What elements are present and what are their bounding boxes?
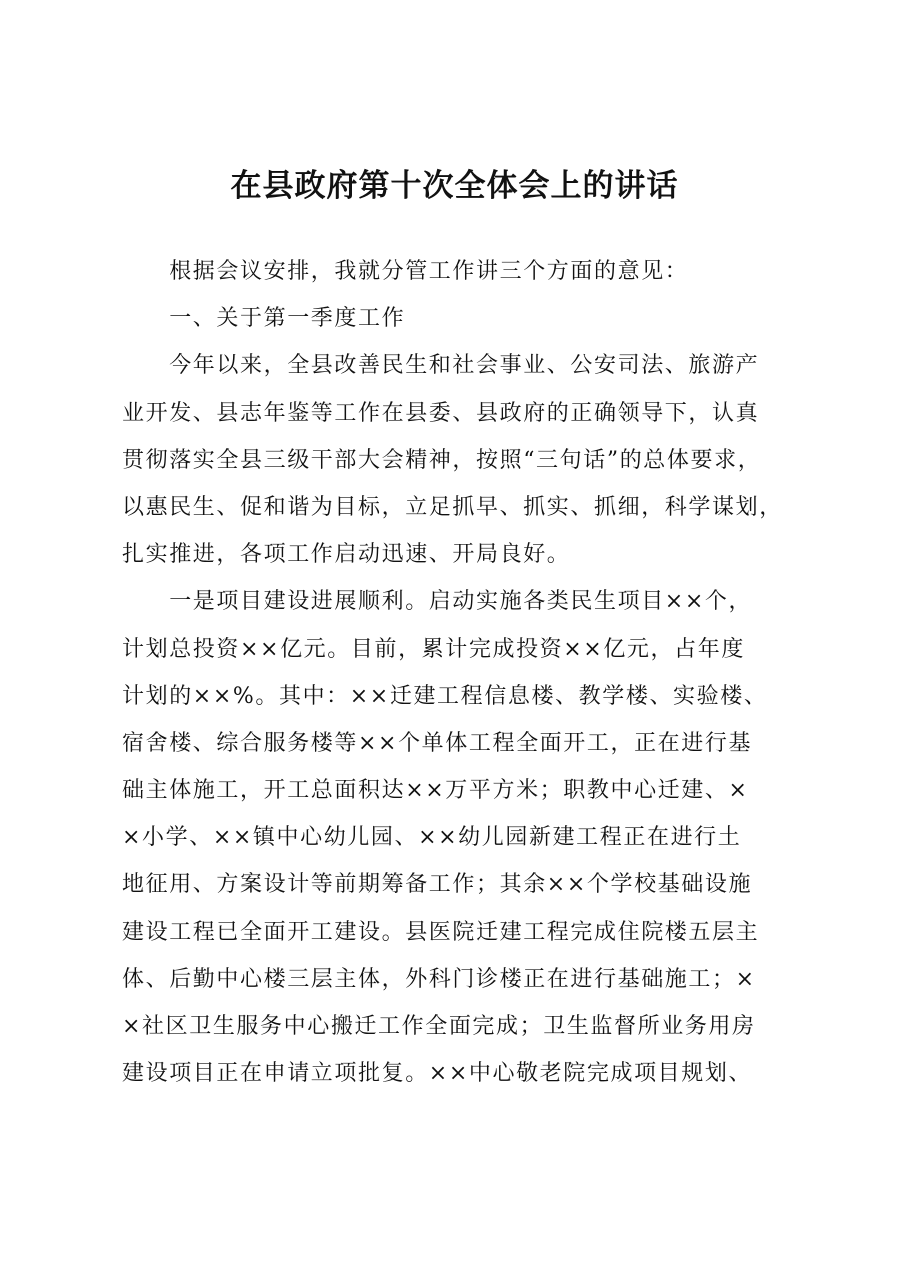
body-line: 建设项目正在申请立项批复。××中心敬老院完成项目规划、 bbox=[122, 1061, 753, 1087]
body-line: 以惠民生、促和谐为目标，立足抓早、抓实、抓细，科学谋划， bbox=[122, 494, 783, 520]
body-line: 根据会议安排，我就分管工作讲三个方面的意见： bbox=[122, 259, 689, 284]
document-body bbox=[122, 248, 812, 1097]
body-line: 一是项目建设进展顺利。启动实施各类民生项目××个， bbox=[122, 589, 753, 615]
body-line: 业开发、县志年鉴等工作在县委、县政府的正确领导下，认真 bbox=[122, 400, 760, 426]
document-title: 在县政府第十次全体会上的讲话 bbox=[230, 168, 679, 204]
body-line: 地征用、方案设计等前期筹备工作；其余××个学校基础设施 bbox=[122, 872, 753, 898]
body-line: 计划的××%。其中：××迁建工程信息楼、教学楼、实验楼、 bbox=[122, 683, 768, 709]
body-line: 今年以来，全县改善民生和社会事业、公安司法、旅游产 bbox=[122, 353, 760, 379]
body-line: ×小学、××镇中心幼儿园、××幼儿园新建工程正在进行土 bbox=[122, 825, 742, 851]
body-line: 体、后勤中心楼三层主体，外科门诊楼正在进行基础施工；× bbox=[122, 966, 756, 992]
section-heading: 一、关于第一季度工作 bbox=[122, 306, 406, 332]
body-line: ×社区卫生服务中心搬迁工作全面完成；卫生监督所业务用房 bbox=[122, 1014, 756, 1039]
body-line: 宿舍楼、综合服务楼等××个单体工程全面开工，正在进行基 bbox=[122, 730, 753, 756]
body-line: 计划总投资××亿元。目前，累计完成投资××亿元，占年度 bbox=[122, 636, 745, 662]
body-line: 贯彻落实全县三级干部大会精神，按照“三句话”的总体要求， bbox=[122, 447, 762, 473]
body-line: 建设工程已全面开工建设。县医院迁建工程完成住院楼五层主 bbox=[122, 919, 760, 945]
body-line: 础主体施工，开工总面积达××万平方米；职教中心迁建、× bbox=[122, 778, 749, 804]
body-line: 扎实推进，各项工作启动迅速、开局良好。 bbox=[122, 542, 571, 568]
